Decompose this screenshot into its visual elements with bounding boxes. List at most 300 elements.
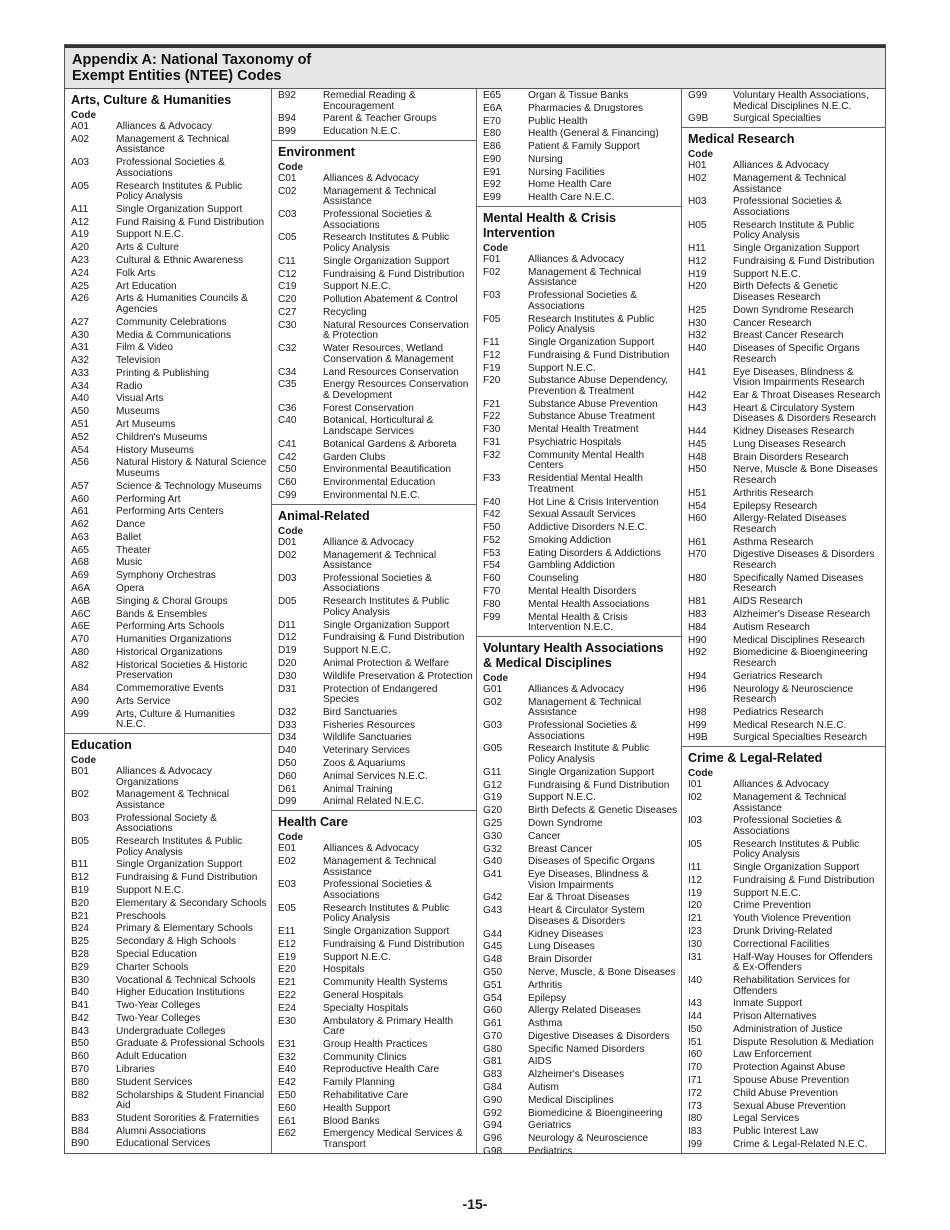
code-row bbox=[477, 438, 682, 449]
code-description: Performing Arts Schools bbox=[116, 621, 225, 633]
code-description: Alzheimer's Diseases bbox=[528, 1069, 625, 1081]
code-row bbox=[477, 364, 682, 375]
code-row bbox=[682, 465, 886, 486]
code-column-header: Code bbox=[688, 149, 713, 161]
code-row bbox=[682, 816, 886, 837]
code-row bbox=[477, 1134, 682, 1145]
ntee-code: B99 bbox=[278, 126, 296, 138]
code-description: Prison Alternatives bbox=[733, 1011, 817, 1023]
code-row bbox=[65, 482, 271, 493]
ntee-code: G83 bbox=[483, 1069, 503, 1081]
code-row bbox=[477, 981, 682, 992]
ntee-code: F99 bbox=[483, 611, 501, 623]
ntee-code: I43 bbox=[688, 998, 703, 1010]
code-column-header: Code bbox=[278, 161, 303, 173]
ntee-code: H99 bbox=[688, 719, 707, 731]
code-description: Family Planning bbox=[323, 1077, 395, 1089]
code-description: Environmental Education bbox=[323, 477, 436, 489]
code-row bbox=[477, 1121, 682, 1132]
ntee-code: G70 bbox=[483, 1030, 503, 1042]
code-row bbox=[65, 937, 271, 948]
ntee-code: C02 bbox=[278, 185, 297, 197]
code-row bbox=[65, 1027, 271, 1038]
ntee-code: C35 bbox=[278, 379, 297, 391]
ntee-code: H32 bbox=[688, 330, 707, 342]
code-description: Management & Technical Assistance bbox=[323, 549, 437, 572]
code-description: Single Organization Support bbox=[116, 859, 243, 871]
code-row bbox=[272, 708, 477, 719]
ntee-code: G92 bbox=[483, 1107, 503, 1119]
ntee-code: C27 bbox=[278, 306, 297, 318]
ntee-code: G44 bbox=[483, 928, 503, 940]
code-description: Management & Technical Assistance bbox=[323, 855, 437, 878]
ntee-code: B25 bbox=[71, 936, 89, 948]
code-row bbox=[272, 746, 477, 757]
code-row bbox=[65, 622, 271, 633]
ntee-code: H25 bbox=[688, 304, 707, 316]
code-row bbox=[272, 344, 477, 365]
ntee-code: I20 bbox=[688, 900, 703, 912]
ntee-code: E90 bbox=[483, 153, 501, 165]
code-description: Energy Resources Conservation & Development bbox=[323, 379, 469, 401]
section-title: Animal-Related bbox=[272, 504, 477, 524]
code-description: Epilepsy bbox=[528, 992, 567, 1004]
code-description: Secondary & High Schools bbox=[116, 936, 237, 948]
ntee-code: D02 bbox=[278, 549, 297, 561]
code-description: Humanities Organizations bbox=[116, 634, 232, 646]
code-row bbox=[272, 91, 477, 112]
ntee-code: C03 bbox=[278, 209, 297, 221]
code-row bbox=[272, 465, 477, 476]
code-row bbox=[477, 255, 682, 266]
ntee-code: F01 bbox=[483, 254, 501, 266]
ntee-code: G90 bbox=[483, 1094, 503, 1106]
section-title: Crime & Legal-Related bbox=[682, 746, 886, 766]
section-title: Mental Health & Crisis Intervention bbox=[477, 206, 682, 241]
ntee-code: D31 bbox=[278, 683, 297, 695]
ntee-code: H03 bbox=[688, 196, 707, 208]
column-4 bbox=[681, 89, 886, 1153]
ntee-code: C01 bbox=[278, 172, 297, 184]
ntee-code: A54 bbox=[71, 444, 89, 456]
code-row bbox=[65, 1001, 271, 1012]
code-row bbox=[65, 886, 271, 897]
code-row bbox=[65, 1039, 271, 1050]
ntee-code: G98 bbox=[483, 1145, 503, 1153]
section bbox=[477, 206, 682, 634]
code-description: Support N.E.C. bbox=[733, 887, 801, 899]
code-description: Research Institutes & Public Policy Analysis bbox=[528, 313, 655, 336]
code-description: Crime Prevention bbox=[733, 900, 811, 912]
code-description: History Museums bbox=[116, 444, 194, 456]
ntee-code: B43 bbox=[71, 1025, 89, 1037]
code-description: Folk Arts bbox=[116, 267, 156, 279]
code-row bbox=[65, 1127, 271, 1138]
ntee-code: B42 bbox=[71, 1012, 89, 1024]
ntee-code: I12 bbox=[688, 874, 703, 886]
code-description: Alliances & Advocacy bbox=[116, 121, 212, 132]
ntee-code: C99 bbox=[278, 489, 297, 501]
code-row bbox=[65, 256, 271, 267]
code-description: Mental Health Disorders bbox=[528, 586, 637, 597]
code-row bbox=[272, 308, 477, 319]
code-description: Single Organization Support bbox=[528, 766, 655, 778]
code-row bbox=[65, 988, 271, 999]
column-3 bbox=[476, 89, 682, 1153]
code-row bbox=[272, 380, 477, 401]
section bbox=[682, 91, 886, 125]
code-description: Graduate & Professional Schools bbox=[116, 1038, 265, 1050]
ntee-code: A24 bbox=[71, 267, 89, 279]
code-row bbox=[477, 685, 682, 696]
ntee-code: H83 bbox=[688, 609, 707, 620]
ntee-code: I19 bbox=[688, 887, 703, 899]
code-row bbox=[272, 270, 477, 281]
code-description: Dispute Resolution & Mediation bbox=[733, 1036, 874, 1048]
code-row bbox=[272, 621, 477, 632]
code-description: Pollution Abatement & Control bbox=[323, 294, 458, 306]
code-description: Professional Societies & Associations bbox=[733, 196, 842, 218]
ntee-code: G30 bbox=[483, 830, 503, 842]
ntee-code: C11 bbox=[278, 255, 296, 267]
code-row bbox=[477, 744, 682, 765]
code-row bbox=[477, 142, 682, 153]
ntee-code: F21 bbox=[483, 398, 501, 410]
code-row bbox=[65, 546, 271, 557]
code-row bbox=[65, 648, 271, 659]
code-row bbox=[65, 767, 271, 788]
code-description: Nerve, Muscle & Bone Diseases Research bbox=[733, 464, 878, 486]
ntee-code: H30 bbox=[688, 317, 707, 329]
ntee-code: H84 bbox=[688, 621, 707, 633]
code-description: Crime & Legal-Related N.E.C. bbox=[733, 1138, 868, 1150]
code-row bbox=[682, 672, 886, 683]
ntee-code: D11 bbox=[278, 619, 296, 631]
code-row bbox=[682, 440, 886, 451]
code-description: Specific Named Disorders bbox=[528, 1043, 645, 1055]
code-row bbox=[477, 1019, 682, 1030]
code-description: Vocational & Technical Schools bbox=[116, 974, 256, 986]
code-row bbox=[477, 291, 682, 312]
code-description: Psychiatric Hospitals bbox=[528, 437, 622, 448]
code-description: Management & Technical Assistance bbox=[323, 185, 437, 208]
ntee-code: I02 bbox=[688, 792, 703, 803]
section-title: Medical Research bbox=[682, 127, 886, 147]
code-row bbox=[682, 1089, 886, 1100]
code-description: Television bbox=[116, 355, 161, 367]
code-row bbox=[65, 635, 271, 646]
code-row bbox=[477, 806, 682, 817]
ntee-code: I51 bbox=[688, 1036, 703, 1048]
code-description: Heart & Circulator System Diseases & Disorders bbox=[528, 905, 645, 927]
code-row bbox=[65, 343, 271, 354]
code-description: Eating Disorders & Addictions bbox=[528, 547, 661, 559]
code-row bbox=[65, 407, 271, 418]
ntee-code: I30 bbox=[688, 938, 703, 950]
code-description: Support N.E.C. bbox=[528, 792, 596, 804]
code-description: Pediatrics bbox=[528, 1145, 573, 1153]
code-row bbox=[477, 698, 682, 719]
code-row bbox=[65, 1114, 271, 1125]
code-row bbox=[65, 356, 271, 367]
ntee-code: B30 bbox=[71, 974, 89, 986]
code-row bbox=[272, 685, 477, 706]
ntee-code: A03 bbox=[71, 157, 89, 169]
code-row bbox=[272, 257, 477, 268]
code-description: Nursing bbox=[528, 153, 563, 165]
code-description: Research Institute & Public Policy Analysis bbox=[733, 219, 855, 242]
code-description: Child Abuse Prevention bbox=[733, 1087, 838, 1099]
ntee-code: E65 bbox=[483, 90, 501, 101]
code-description: Professional Societies & Associations bbox=[116, 157, 225, 179]
code-row bbox=[65, 873, 271, 884]
ntee-code: H19 bbox=[688, 268, 707, 280]
ntee-code: H48 bbox=[688, 451, 707, 463]
code-row bbox=[272, 1091, 477, 1102]
ntee-code: G11 bbox=[483, 766, 502, 778]
ntee-code: B20 bbox=[71, 897, 89, 909]
ntee-code: E01 bbox=[278, 843, 296, 855]
code-row bbox=[272, 1053, 477, 1064]
code-description: Historical Societies & Historic Preservation bbox=[116, 659, 248, 682]
ntee-code: B02 bbox=[71, 789, 89, 801]
page-title bbox=[72, 52, 878, 84]
code-row bbox=[65, 520, 271, 531]
ntee-code: D40 bbox=[278, 745, 297, 757]
code-row bbox=[65, 230, 271, 241]
ntee-code: F54 bbox=[483, 560, 501, 572]
ntee-code: G02 bbox=[483, 696, 503, 708]
code-row bbox=[272, 991, 477, 1002]
ntee-code: C42 bbox=[278, 451, 297, 463]
code-row bbox=[272, 927, 477, 938]
code-description: Libraries bbox=[116, 1063, 155, 1075]
code-description: Brain Disorders Research bbox=[733, 451, 849, 463]
ntee-code: F05 bbox=[483, 313, 501, 325]
code-description: Natural Resources Conservation & Protection bbox=[323, 319, 469, 342]
ntee-code: E61 bbox=[278, 1115, 296, 1127]
ntee-code: D60 bbox=[278, 770, 297, 782]
code-row bbox=[272, 953, 477, 964]
code-row bbox=[477, 400, 682, 411]
code-description: Dance bbox=[116, 519, 146, 531]
ntee-code: A12 bbox=[71, 216, 89, 228]
code-description: Fund Raising & Fund Distribution bbox=[116, 216, 265, 228]
title-line-1: Appendix A: National Taxonomy of bbox=[72, 52, 312, 68]
code-description: Higher Education Institutions bbox=[116, 987, 245, 999]
code-description: Parent & Teacher Groups bbox=[323, 113, 437, 125]
code-row bbox=[682, 940, 886, 951]
ntee-code: G20 bbox=[483, 805, 503, 817]
code-row bbox=[682, 221, 886, 242]
ntee-code: I99 bbox=[688, 1138, 703, 1150]
ntee-code: E19 bbox=[278, 951, 296, 963]
code-description: Sexual Abuse Prevention bbox=[733, 1100, 846, 1112]
code-description: Arts Service bbox=[116, 695, 171, 707]
code-description: Brain Disorder bbox=[528, 954, 593, 966]
code-description: Support N.E.C. bbox=[323, 645, 391, 657]
code-description: Correctional Facilities bbox=[733, 938, 830, 950]
ntee-code: G96 bbox=[483, 1133, 503, 1145]
code-description: Elementary & Secondary Schools bbox=[116, 897, 267, 909]
code-row bbox=[272, 574, 477, 595]
ntee-code: H05 bbox=[688, 219, 707, 231]
code-description: Addictive Disorders N.E.C. bbox=[528, 522, 648, 534]
ntee-code: G42 bbox=[483, 892, 503, 904]
code-row bbox=[65, 420, 271, 431]
code-description: Singing & Choral Groups bbox=[116, 595, 228, 607]
section bbox=[272, 810, 477, 1150]
code-row bbox=[272, 321, 477, 342]
ntee-code: A51 bbox=[71, 419, 89, 430]
ntee-code: A68 bbox=[71, 557, 89, 569]
code-description: Adult Education bbox=[116, 1051, 187, 1063]
code-description: Arthritis Research bbox=[733, 487, 814, 499]
code-row bbox=[682, 889, 886, 900]
code-row bbox=[65, 394, 271, 405]
code-row bbox=[272, 1017, 477, 1038]
ntee-code: H94 bbox=[688, 670, 707, 682]
ntee-code: F60 bbox=[483, 573, 501, 585]
ntee-code: D34 bbox=[278, 732, 297, 744]
code-row bbox=[682, 427, 886, 438]
ntee-code: I31 bbox=[688, 951, 703, 963]
code-description: Single Organization Support bbox=[323, 619, 450, 631]
code-description: Ear & Throat Diseases Research bbox=[733, 389, 881, 401]
code-row bbox=[477, 536, 682, 547]
code-row bbox=[477, 268, 682, 289]
code-description: Specifically Named Diseases Research bbox=[733, 572, 864, 595]
section-title: Health Care bbox=[272, 810, 477, 830]
code-description: Management & Technical Assistance bbox=[528, 266, 642, 289]
ntee-code: A32 bbox=[71, 355, 89, 367]
ntee-code: C30 bbox=[278, 319, 297, 331]
code-description: Support N.E.C. bbox=[116, 885, 184, 897]
ntee-code: E03 bbox=[278, 879, 296, 891]
column-2 bbox=[271, 89, 477, 1153]
code-description: Pediatrics Research bbox=[733, 706, 824, 718]
code-row bbox=[272, 1004, 477, 1015]
code-description: Research Institutes & Public Policy Analysis bbox=[323, 902, 450, 925]
code-description: Single Organization Support bbox=[116, 203, 243, 215]
code-row bbox=[682, 161, 886, 172]
ntee-code: F19 bbox=[483, 362, 501, 374]
code-row bbox=[272, 295, 477, 306]
code-row bbox=[272, 978, 477, 989]
code-row bbox=[682, 636, 886, 647]
ntee-code: H60 bbox=[688, 513, 707, 525]
code-description: Professional Societies & Associations bbox=[733, 815, 842, 837]
code-row bbox=[682, 685, 886, 706]
code-description: Fundraising & Fund Distribution bbox=[323, 938, 465, 950]
code-row bbox=[65, 205, 271, 216]
code-row bbox=[477, 549, 682, 560]
ntee-code: E91 bbox=[483, 166, 501, 178]
code-row bbox=[65, 294, 271, 315]
code-description: Rehabilitative Care bbox=[323, 1090, 409, 1102]
ntee-code: G94 bbox=[483, 1120, 503, 1132]
code-row bbox=[272, 904, 477, 925]
ntee-code: B28 bbox=[71, 948, 89, 960]
code-row bbox=[682, 1025, 886, 1036]
code-row bbox=[272, 491, 477, 502]
code-row bbox=[65, 924, 271, 935]
code-row bbox=[477, 968, 682, 979]
code-description: Symphony Orchestras bbox=[116, 570, 216, 582]
code-row bbox=[477, 781, 682, 792]
code-row bbox=[477, 1070, 682, 1081]
code-row bbox=[65, 912, 271, 923]
code-description: Youth Violence Prevention bbox=[733, 913, 851, 925]
code-row bbox=[65, 1065, 271, 1076]
code-description: Ballet bbox=[116, 531, 142, 543]
ntee-code: A19 bbox=[71, 229, 89, 241]
code-description: Autism Research bbox=[733, 621, 810, 633]
code-description: Kidney Diseases Research bbox=[733, 426, 855, 438]
ntee-code: E50 bbox=[278, 1090, 296, 1102]
ntee-code: D32 bbox=[278, 706, 297, 718]
code-row bbox=[477, 845, 682, 856]
code-description: Opera bbox=[116, 582, 145, 594]
code-row bbox=[65, 584, 271, 595]
code-description: Inmate Support bbox=[733, 998, 803, 1010]
code-description: Single Organization Support bbox=[733, 862, 860, 874]
code-description: Research Institute & Public Policy Analysis bbox=[528, 743, 650, 766]
code-row bbox=[477, 1045, 682, 1056]
code-description: Down Syndrome bbox=[528, 817, 603, 829]
code-row bbox=[272, 733, 477, 744]
code-row bbox=[682, 574, 886, 595]
code-description: Epilepsy Research bbox=[733, 500, 818, 512]
code-description: Research Institutes & Public Policy Analysis bbox=[323, 596, 450, 618]
code-description: Substance Abuse Prevention bbox=[528, 398, 658, 410]
ntee-code: A82 bbox=[71, 659, 89, 671]
ntee-code: G60 bbox=[483, 1005, 503, 1017]
code-row bbox=[477, 587, 682, 598]
code-description: Alliances & Advocacy bbox=[323, 843, 419, 855]
code-row bbox=[65, 282, 271, 293]
ntee-code: F80 bbox=[483, 598, 501, 610]
code-row bbox=[682, 453, 886, 464]
ntee-code: H98 bbox=[688, 706, 707, 718]
ntee-code: B19 bbox=[71, 885, 89, 897]
code-description: Patient & Family Support bbox=[528, 141, 640, 153]
code-description: Arts & Humanities Councils & Agencies bbox=[116, 293, 248, 315]
code-description: Single Organization Support bbox=[528, 336, 655, 348]
ntee-code: F40 bbox=[483, 496, 501, 508]
code-row bbox=[272, 940, 477, 951]
code-row bbox=[682, 914, 886, 925]
code-row bbox=[682, 733, 886, 744]
ntee-code: A33 bbox=[71, 367, 89, 379]
code-row bbox=[682, 999, 886, 1010]
ntee-code: F12 bbox=[483, 349, 501, 361]
code-description: Mental Health Treatment bbox=[528, 424, 639, 436]
code-row bbox=[272, 1040, 477, 1051]
code-row bbox=[682, 550, 886, 571]
ntee-code: E12 bbox=[278, 938, 296, 950]
code-description: Film & Video bbox=[116, 342, 174, 354]
code-description: Alliances & Advocacy Organizations bbox=[116, 765, 212, 788]
ntee-code: H42 bbox=[688, 389, 707, 401]
code-row bbox=[65, 533, 271, 544]
code-description: Support N.E.C. bbox=[733, 268, 801, 280]
code-row bbox=[65, 710, 271, 731]
ntee-code: F42 bbox=[483, 509, 501, 521]
ntee-code: A26 bbox=[71, 293, 89, 305]
code-row bbox=[682, 1050, 886, 1061]
code-row bbox=[477, 315, 682, 336]
